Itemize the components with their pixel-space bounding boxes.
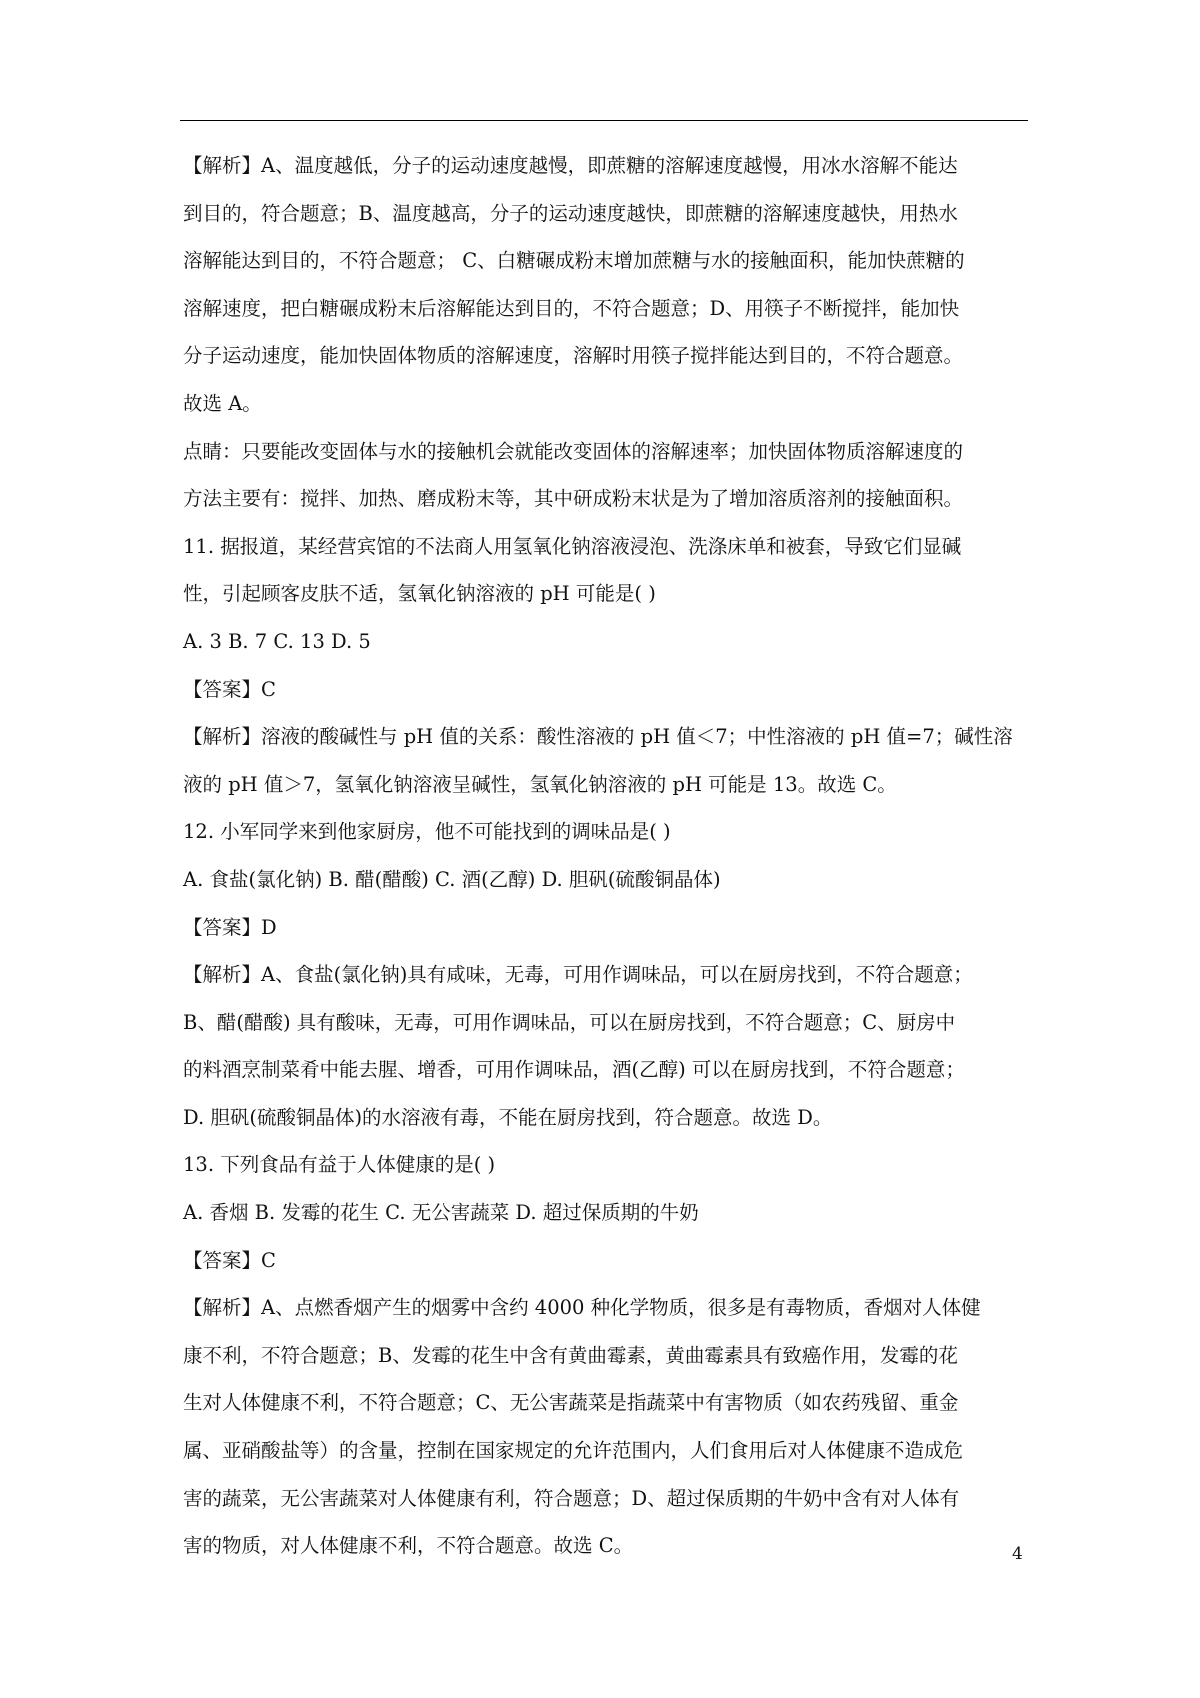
text-line: 溶解能达到目的，不符合题意； C、白糖碾成粉末增加蔗糖与水的接触面积，能加快蔗糖的 (183, 249, 965, 273)
question-13-analysis: 【解析】A、点燃香烟产生的烟雾中含约 4000 种化学物质，很多是有毒物质，香烟对人体健 (183, 1296, 981, 1320)
text-line: 溶解速度，把白糖碾成粉末后溶解能达到目的，不符合题意；D、用筷子不断搅拌，能加快 (183, 296, 960, 320)
question-12-analysis: D. 胆矾(硫酸铜晶体)的水溶液有毒，不能在厨房找到，符合题意。故选 D。 (183, 1105, 833, 1129)
question-13-analysis: 生对人体健康不利，不符合题意；C、无公害蔬菜是指蔬菜中有害物质（如农药残留、重金 (183, 1391, 959, 1415)
question-12-analysis: B、醋(醋酸) 具有酸味，无毒，可用作调味品，可以在厨房找到，不符合题意；C、厨房中 (183, 1010, 956, 1034)
question-12-answer: 【答案】D (183, 915, 277, 939)
question-11-stem: 性，引起顾客皮肤不适，氢氧化钠溶液的 pH 可能是( ) (183, 582, 656, 606)
question-13-options: A. 香烟 B. 发霉的花生 C. 无公害蔬菜 D. 超过保质期的牛奶 (183, 1201, 699, 1225)
question-13-analysis: 康不利，不符合题意；B、发霉的花生中含有黄曲霉素，黄曲霉素具有致癌作用，发霉的花 (183, 1343, 958, 1367)
text-line: 【解析】A、温度越低，分子的运动速度越慢，即蔗糖的溶解速度越慢，用冰水溶解不能达 (183, 154, 958, 177)
text-line: 点睛：只要能改变固体与水的接触机会就能改变固体的溶解速率；加快固体物质溶解速度的 (183, 439, 964, 463)
question-13-answer: 【答案】C (183, 1248, 276, 1272)
question-12-stem: 12. 小军同学来到他家厨房，他不可能找到的调味品是( ) (183, 820, 671, 844)
question-12-analysis: 的料酒烹制菜肴中能去腥、增香，可用作调味品，酒(乙醇) 可以在厨房找到，不符合题意； (183, 1058, 965, 1082)
document-body (183, 142, 1028, 1570)
question-13-analysis: 害的物质，对人体健康不利，不符合题意。故选 C。 (183, 1534, 634, 1558)
text-line: 故选 A。 (183, 391, 262, 415)
question-12-analysis: 【解析】A、食盐(氯化钠)具有咸味，无毒，可用作调味品，可以在厨房找到，不符合题意； (183, 963, 973, 987)
question-13-stem: 13. 下列食品有益于人体健康的是( ) (183, 1153, 496, 1177)
question-11-options: A. 3 B. 7 C. 13 D. 5 (183, 629, 371, 653)
text-line: 到目的，符合题意；B、温度越高，分子的运动速度越快，即蔗糖的溶解速度越快，用热水 (183, 201, 958, 225)
question-11-answer: 【答案】C (183, 677, 276, 701)
question-13-analysis: 害的蔬菜，无公害蔬菜对人体健康有利，符合题意；D、超过保质期的牛奶中含有对人体有 (183, 1486, 960, 1510)
question-11-analysis: 液的 pH 值＞7，氢氧化钠溶液呈碱性，氢氧化钠溶液的 pH 可能是 13。故选 C。 (183, 772, 897, 796)
text-line: 分子运动速度，能加快固体物质的溶解速度，溶解时用筷子搅拌能达到目的，不符合题意。 (183, 344, 964, 368)
question-11-analysis: 【解析】溶液的酸碱性与 pH 值的关系：酸性溶液的 pH 值＜7；中性溶液的 pH 值=7；碱性溶 (183, 725, 1013, 749)
question-12-options: A. 食盐(氯化钠) B. 醋(醋酸) C. 酒(乙醇) D. 胆矾(硫酸铜晶体) (183, 867, 721, 891)
text-line: 方法主要有：搅拌、加热、磨成粉末等，其中研成粉末状是为了增加溶质溶剂的接触面积。 (183, 487, 964, 511)
page-number: 4 (1012, 1544, 1023, 1564)
header-rule (180, 120, 1028, 121)
question-13-analysis: 属、亚硝酸盐等）的含量，控制在国家规定的允许范围内，人们食用后对人体健康不造成危 (183, 1439, 964, 1463)
question-11-stem: 11. 据报道，某经营宾馆的不法商人用氢氧化钠溶液浸泡、洗涤床单和被套，导致它们显碱 (183, 534, 962, 558)
